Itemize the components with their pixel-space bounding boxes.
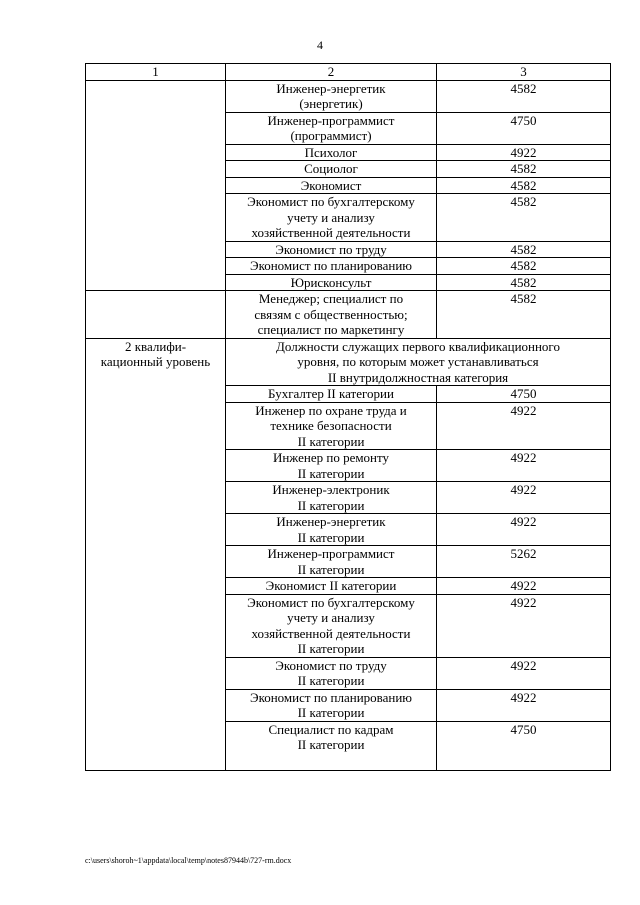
salary-value: 4922: [437, 402, 611, 450]
position-title: Инженер-программист II категории: [226, 546, 437, 578]
salary-value: 4922: [437, 594, 611, 657]
position-title: Менеджер; специалист по связям с общественностью; специалист по маркетингу: [226, 291, 437, 339]
level-cell-empty: [86, 80, 226, 291]
header-row: [86, 64, 611, 81]
position-title: Инженер по охране труда и технике безопасности II категории: [226, 402, 437, 450]
position-title: Экономист по бухгалтерскому учету и анализу хозяйственной деятельности II категории: [226, 594, 437, 657]
position-title: Инженер-энергетик II категории: [226, 514, 437, 546]
position-title: Экономист II категории: [226, 578, 437, 595]
salary-value: 4922: [437, 144, 611, 161]
position-title: Инженер-энергетик (энергетик): [226, 80, 437, 112]
salary-value: 4582: [437, 291, 611, 339]
position-title: Инженер-электроник II категории: [226, 482, 437, 514]
position-title: Инженер-программист (программист): [226, 112, 437, 144]
salary-value: 4582: [437, 177, 611, 194]
salary-value: 4922: [437, 482, 611, 514]
salary-value: 4582: [437, 161, 611, 178]
position-title: Экономист по труду II категории: [226, 657, 437, 689]
position-title: Экономист по планированию: [226, 258, 437, 275]
positions-table-body: [86, 64, 611, 771]
salary-value: 4922: [437, 657, 611, 689]
position-title: Социолог: [226, 161, 437, 178]
positions-table: [85, 63, 611, 771]
position-title: Психолог: [226, 144, 437, 161]
salary-value: 4582: [437, 80, 611, 112]
level-cell-empty: [86, 291, 226, 339]
salary-value: 4922: [437, 578, 611, 595]
salary-value: 4750: [437, 386, 611, 403]
table-row: [86, 291, 611, 339]
header-cell-2: 2: [226, 64, 437, 81]
position-title: Специалист по кадрам II категории: [226, 721, 437, 770]
category-note: Должности служащих первого квалификационного уровня, по которым может устанавливаться II внутридолжностная категория: [226, 338, 611, 386]
salary-value: 4750: [437, 112, 611, 144]
salary-value: 4582: [437, 241, 611, 258]
position-title: Экономист по планированию II категории: [226, 689, 437, 721]
position-title: Экономист: [226, 177, 437, 194]
salary-value: 4582: [437, 258, 611, 275]
salary-value: 4922: [437, 450, 611, 482]
salary-value: 4750: [437, 721, 611, 770]
page-number: 4: [317, 38, 323, 52]
position-title: Юрисконсульт: [226, 274, 437, 291]
salary-value: 5262: [437, 546, 611, 578]
header-cell-1: 1: [86, 64, 226, 81]
salary-value: 4582: [437, 274, 611, 291]
qualification-level-label: 2 квалифи- кационный уровень: [86, 338, 226, 770]
position-title: Экономист по бухгалтерскому учету и анализу хозяйственной деятельности: [226, 194, 437, 242]
table-row: [86, 80, 611, 112]
position-title: Инженер по ремонту II категории: [226, 450, 437, 482]
position-title: Бухгалтер II категории: [226, 386, 437, 403]
salary-value: 4582: [437, 194, 611, 242]
file-path-footer: c:\users\shoroh~1\appdata\local\temp\notes87944b\727-rm.docx: [85, 856, 292, 865]
salary-value: 4922: [437, 689, 611, 721]
position-title: Экономист по труду: [226, 241, 437, 258]
salary-value: 4922: [437, 514, 611, 546]
header-cell-3: 3: [437, 64, 611, 81]
level-2-row: [86, 338, 611, 386]
